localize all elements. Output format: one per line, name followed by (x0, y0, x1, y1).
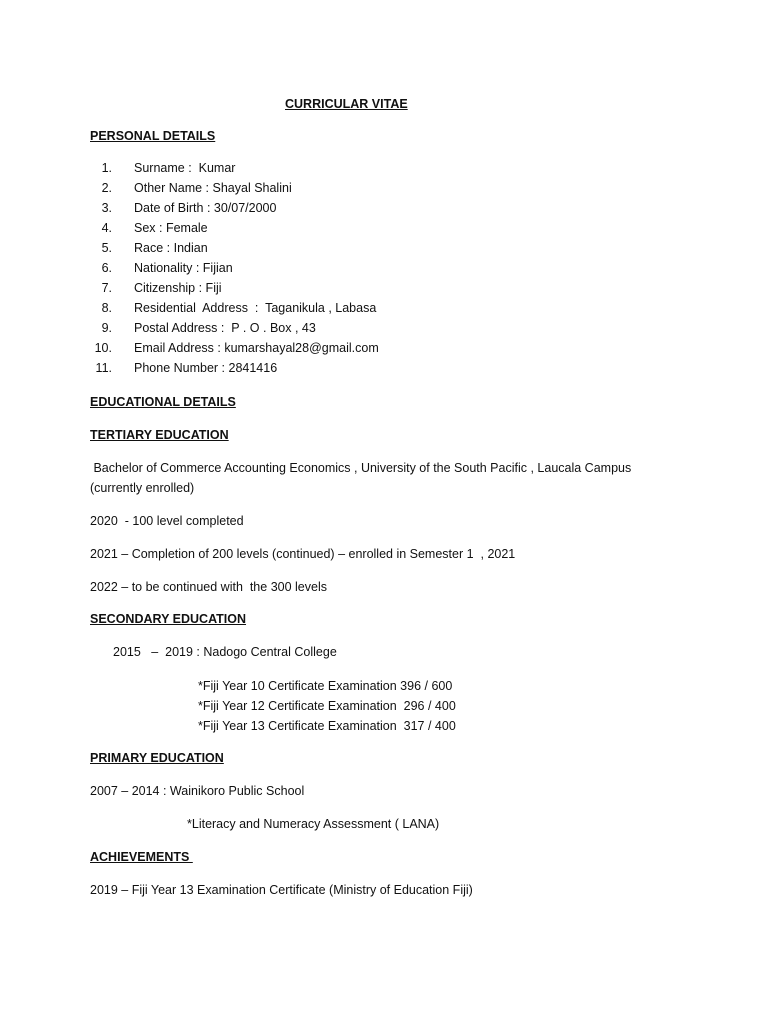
list-item: 4. Sex : Female (101, 221, 208, 235)
personal-details-list (90, 160, 379, 380)
achievements-heading: ACHIEVEMENTS (90, 850, 193, 864)
list-item: 3. Date of Birth : 30/07/2000 (101, 201, 277, 215)
tertiary-2022-line: 2022 – to be continued with the 300 levels (90, 580, 327, 594)
list-item: 6. Nationality : Fijian (101, 261, 233, 275)
tertiary-2020-line: 2020 - 100 level completed (90, 514, 244, 528)
achievement-line: 2019 – Fiji Year 13 Examination Certificate (Ministry of Education Fiji) (90, 883, 473, 897)
list-item: 5. Race : Indian (101, 241, 208, 255)
educational-details-heading: EDUCATIONAL DETAILS (90, 395, 236, 409)
secondary-school-line: 2015 – 2019 : Nadogo Central College (113, 645, 337, 659)
primary-education-heading: PRIMARY EDUCATION (90, 751, 224, 765)
list-item: 8. Residential Address : Taganikula , Labasa (101, 301, 377, 315)
secondary-education-heading: SECONDARY EDUCATION (90, 612, 247, 626)
exam-line: *Fiji Year 13 Certificate Examination 317 / 400 (198, 719, 456, 733)
list-item: 10. Email Address : kumarshayal28@gmail.com (94, 341, 379, 355)
tertiary-2021-line: 2021 – Completion of 200 levels (continued) – enrolled in Semester 1 , 2021 (90, 547, 516, 561)
list-item: 11. Phone Number : 2841416 (95, 361, 278, 375)
exam-line: *Fiji Year 10 Certificate Examination 396 / 600 (198, 679, 453, 693)
list-item: 9. Postal Address : P . O . Box , 43 (101, 321, 316, 335)
tertiary-enrolled-line: (currently enrolled) (90, 481, 195, 495)
list-item: 2. Other Name : Shayal Shalini (101, 181, 292, 195)
tertiary-degree-line: Bachelor of Commerce Accounting Economics , University of the South Pacific , Laucala Campus (90, 461, 632, 475)
tertiary-education-heading: TERTIARY EDUCATION (90, 428, 229, 442)
personal-details-heading: PERSONAL DETAILS (90, 129, 216, 143)
primary-school-line: 2007 – 2014 : Wainikoro Public School (90, 784, 305, 798)
exam-line: *Fiji Year 12 Certificate Examination 296 / 400 (198, 699, 456, 713)
document-title: CURRICULAR VITAE (285, 97, 408, 111)
list-item: 7. Citizenship : Fiji (101, 281, 222, 295)
primary-note-line: *Literacy and Numeracy Assessment ( LANA) (187, 817, 440, 831)
list-item: 1. Surname : Kumar (101, 161, 236, 175)
